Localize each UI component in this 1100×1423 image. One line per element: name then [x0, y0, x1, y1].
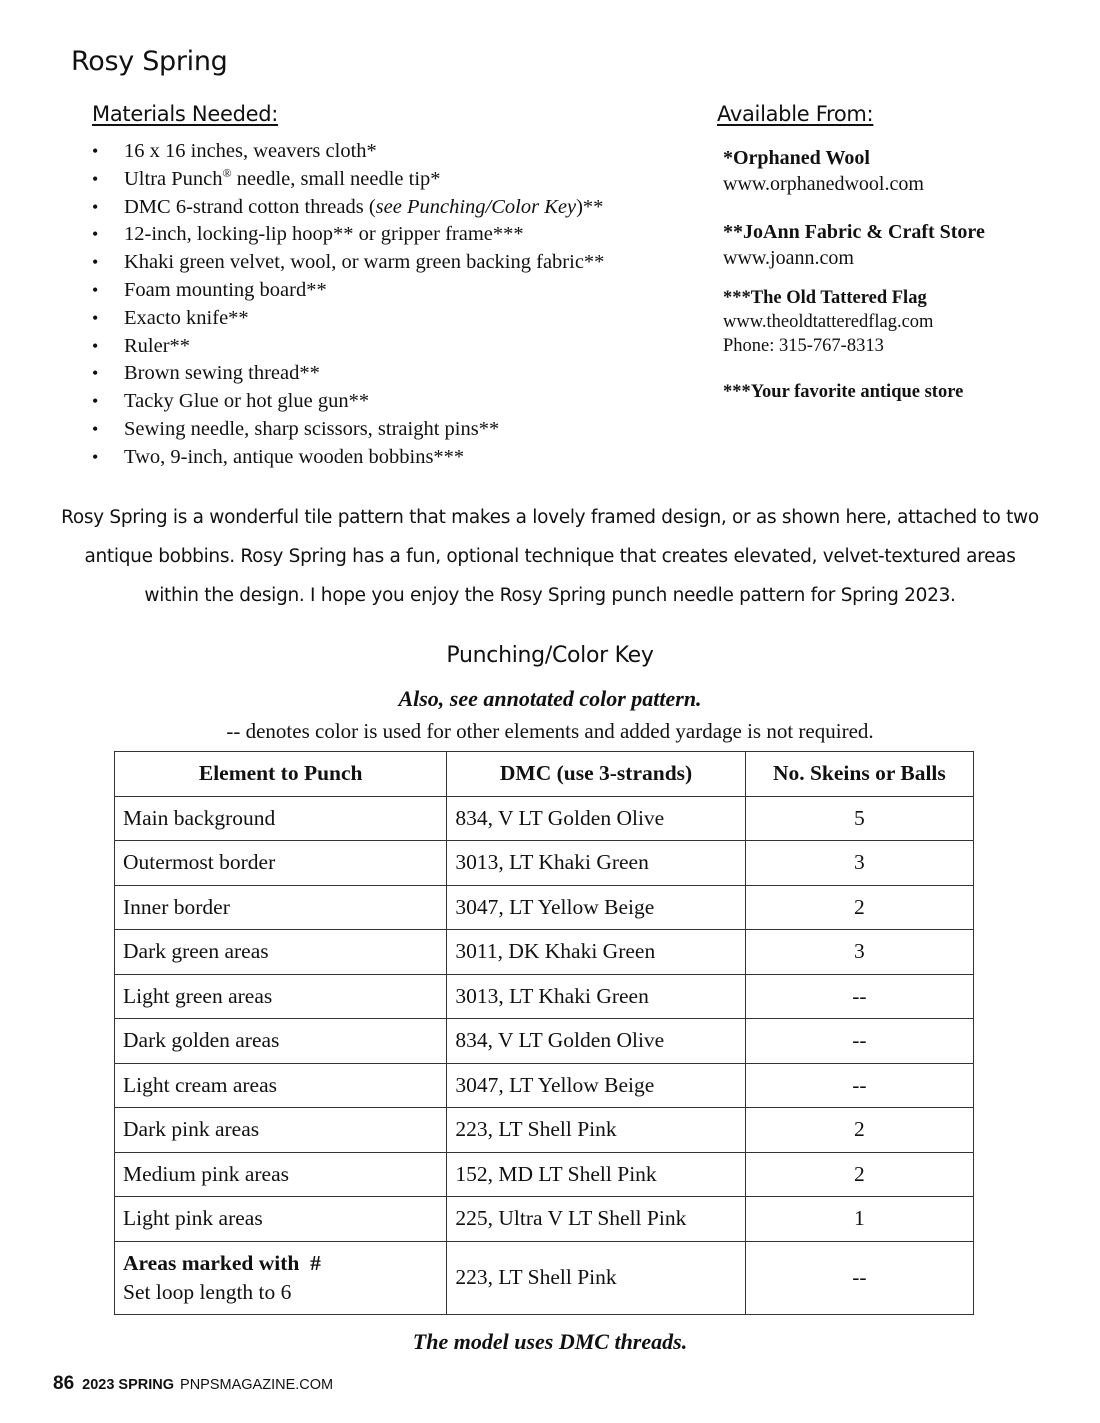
element-cell: Light cream areas — [115, 1063, 447, 1108]
vendor-antique-store — [723, 380, 963, 404]
element-sub: Set loop length to 6 — [123, 1279, 292, 1304]
dmc-cell: 3013, LT Khaki Green — [447, 841, 745, 886]
vendor-orphaned-wool — [723, 145, 924, 197]
table-row — [115, 1197, 974, 1242]
bullet-icon: • — [92, 418, 99, 439]
element-cell: Dark pink areas — [115, 1108, 447, 1153]
list-item: • Sewing needle, sharp scissors, straight pins** — [92, 416, 604, 444]
materials-heading: Materials Needed: — [92, 102, 279, 126]
table-row — [115, 796, 974, 841]
vendor-url[interactable]: www.theoldtatteredflag.com — [723, 312, 934, 332]
skeins-cell: -- — [745, 1063, 973, 1108]
table-row — [115, 974, 974, 1019]
element-cell: Light green areas — [115, 974, 447, 1019]
bullet-icon: • — [92, 279, 99, 300]
skeins-cell: 2 — [745, 885, 973, 930]
column-header: DMC (use 3-strands) — [447, 752, 745, 797]
list-item: • 16 x 16 inches, weavers cloth* — [92, 138, 604, 166]
bullet-icon: • — [92, 307, 99, 328]
dmc-cell: 223, LT Shell Pink — [447, 1241, 745, 1314]
materials-list — [92, 138, 604, 472]
skeins-cell: -- — [745, 974, 973, 1019]
element-cell: Dark green areas — [115, 930, 447, 975]
skeins-cell: 2 — [745, 1152, 973, 1197]
skeins-cell: -- — [745, 1019, 973, 1064]
bullet-icon: • — [92, 363, 99, 384]
registered-mark: ® — [222, 165, 232, 180]
table-row — [115, 885, 974, 930]
vendor-phone: Phone: 315-767-8313 — [723, 336, 884, 356]
table-row — [115, 841, 974, 886]
vendor-url[interactable]: www.orphanedwool.com — [723, 173, 924, 195]
skeins-cell: 3 — [745, 841, 973, 886]
issue-season: 2023 SPRING — [82, 1377, 175, 1393]
skeins-cell: 2 — [745, 1108, 973, 1153]
color-key-table — [114, 751, 974, 1315]
magazine-site: PNPSMAGAZINE.COM — [180, 1377, 334, 1393]
intro-paragraph: Rosy Spring is a wonderful tile pattern that makes a lovely framed design, or as shown here, attached to two antique bobbins. Rosy Spring has a fun, optional technique that creates elevated, velvet-textured areas within the design. I hope you enjoy the Rosy Spring punch needle pattern for Spring 2023. — [61, 507, 1039, 606]
vendor-name: ***Your favorite antique store — [723, 382, 964, 402]
element-cell — [115, 1241, 447, 1314]
dmc-cell: 152, MD LT Shell Pink — [447, 1152, 745, 1197]
element-cell: Medium pink areas — [115, 1152, 447, 1197]
table-row — [115, 1108, 974, 1153]
list-item: • Ruler** — [92, 333, 604, 361]
skeins-cell: 5 — [745, 796, 973, 841]
column-header: No. Skeins or Balls — [745, 752, 973, 797]
vendor-name: **JoAnn Fabric & Craft Store — [723, 221, 985, 243]
list-item: • Ultra Punch® needle, small needle tip* — [92, 166, 604, 194]
available-from-heading: Available From: — [717, 102, 874, 126]
table-row — [115, 1063, 974, 1108]
skeins-cell: -- — [745, 1241, 973, 1314]
table-row — [115, 1241, 974, 1314]
list-item: • Khaki green velvet, wool, or warm green backing fabric** — [92, 249, 604, 277]
bullet-icon: • — [92, 252, 99, 273]
dmc-cell: 834, V LT Golden Olive — [447, 796, 745, 841]
bullet-icon: • — [92, 224, 99, 245]
element-cell: Light pink areas — [115, 1197, 447, 1242]
element-cell: Dark golden areas — [115, 1019, 447, 1064]
dmc-cell: 3047, LT Yellow Beige — [447, 1063, 745, 1108]
bullet-icon: • — [92, 446, 99, 467]
skeins-cell: 1 — [745, 1197, 973, 1242]
bullet-icon: • — [92, 168, 99, 189]
dmc-cell: 834, V LT Golden Olive — [447, 1019, 745, 1064]
color-key-heading: Punching/Color Key — [446, 643, 654, 668]
element-cell: Outermost border — [115, 841, 447, 886]
table-row — [115, 930, 974, 975]
page-number: 86 — [53, 1373, 75, 1394]
list-item: • Exacto knife** — [92, 305, 604, 333]
vendor-joann — [723, 219, 985, 271]
dmc-cell: 3011, DK Khaki Green — [447, 930, 745, 975]
color-key-note: -- denotes color is used for other elements and added yardage is not required. — [226, 719, 874, 743]
skeins-cell: 3 — [745, 930, 973, 975]
bullet-icon: • — [92, 196, 99, 217]
table-body — [115, 796, 974, 1314]
table-row — [115, 1152, 974, 1197]
list-item: • Two, 9-inch, antique wooden bobbins*** — [92, 444, 604, 472]
list-item: • Brown sewing thread** — [92, 360, 604, 388]
color-key-subheading: Also, see annotated color pattern. — [398, 686, 702, 711]
list-item: • Tacky Glue or hot glue gun** — [92, 388, 604, 416]
dmc-cell: 225, Ultra V LT Shell Pink — [447, 1197, 745, 1242]
list-item: • Foam mounting board** — [92, 277, 604, 305]
bullet-icon: • — [92, 391, 99, 412]
vendor-url[interactable]: www.joann.com — [723, 247, 854, 269]
vendor-name: ***The Old Tattered Flag — [723, 288, 927, 308]
dmc-cell: 3047, LT Yellow Beige — [447, 885, 745, 930]
page-title: Rosy Spring — [71, 46, 228, 77]
vendor-old-tattered-flag — [723, 286, 933, 358]
table-header-row — [115, 752, 974, 797]
list-item: • 12-inch, locking-lip hoop** or gripper frame*** — [92, 221, 604, 249]
dmc-cell: 3013, LT Khaki Green — [447, 974, 745, 1019]
dmc-cell: 223, LT Shell Pink — [447, 1108, 745, 1153]
bullet-icon: • — [92, 141, 99, 161]
vendor-name: *Orphaned Wool — [723, 147, 870, 169]
bullet-icon: • — [92, 335, 99, 356]
element-cell: Inner border — [115, 885, 447, 930]
table-row — [115, 1019, 974, 1064]
list-item: • DMC 6-strand cotton threads (see Punching/Color Key)** — [92, 194, 604, 222]
element-bold: Areas marked with # — [123, 1250, 321, 1275]
element-cell: Main background — [115, 796, 447, 841]
footnote: The model uses DMC threads. — [412, 1329, 688, 1354]
page-footer — [53, 1373, 333, 1395]
column-header: Element to Punch — [115, 752, 447, 797]
